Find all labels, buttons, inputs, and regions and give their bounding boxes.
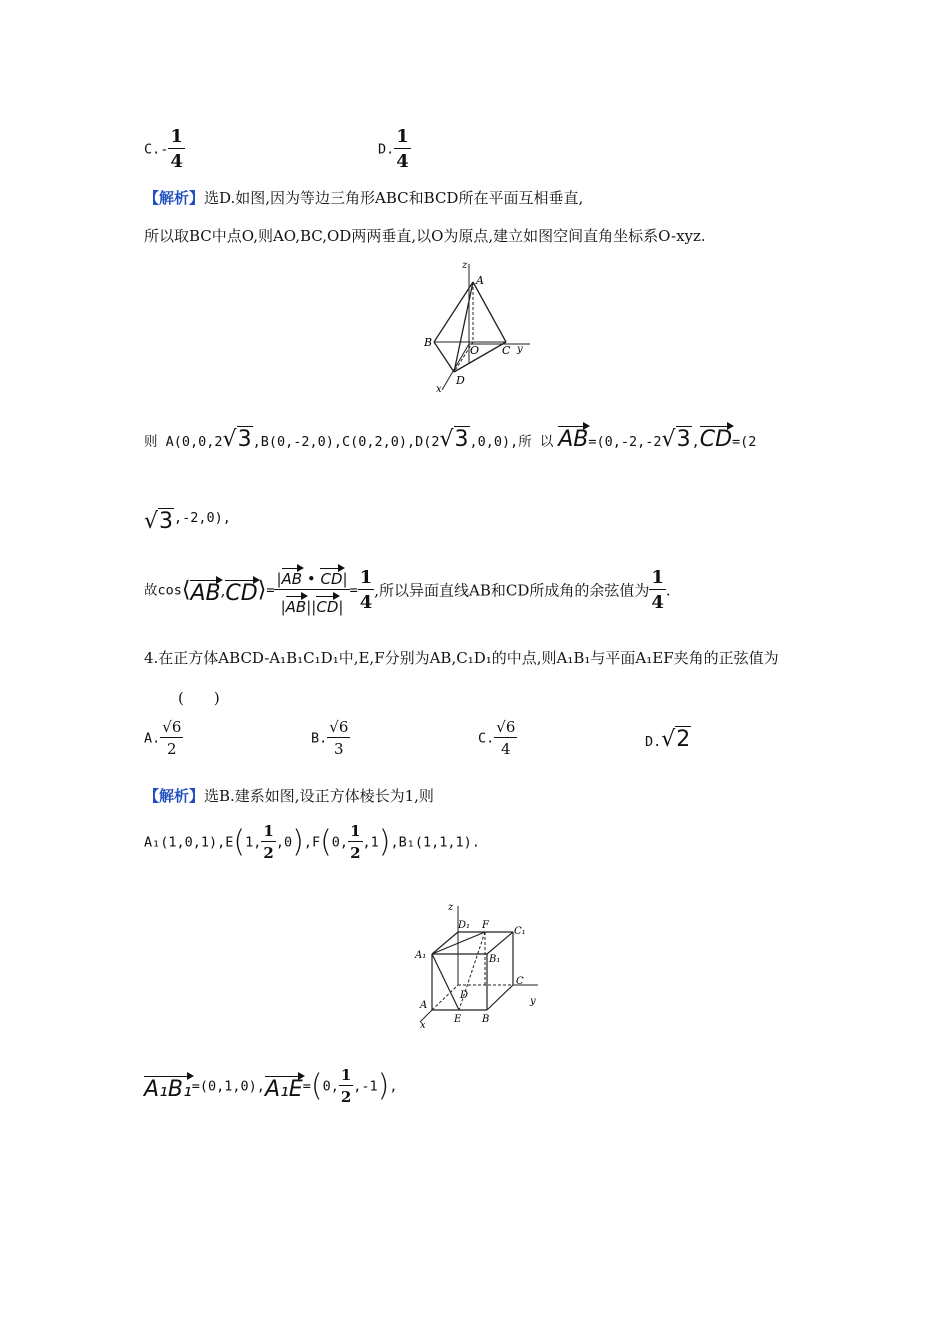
option-a: A. $\frac{√6}{2}$ (144, 718, 182, 758)
edge-a1d1 (432, 932, 458, 954)
fraction: $\frac{√6}{2}$ (162, 718, 182, 758)
question-4-stem: 4.在正方体ABCD-A₁B₁C₁D₁中,E,F分别为AB,C₁D₁的中点,则A₁B₁与平面A₁EF夹角的正弦值为 (144, 649, 779, 667)
label-x: x (436, 384, 442, 395)
label-y: y (517, 344, 523, 355)
vectors-line: A₁B₁=(0,1,0),A₁E=(0, $\frac{1}{2}$ ,-1), (144, 1066, 398, 1106)
cosine-line: 故cos⟨AB,CD⟩= $\frac{|AB • CD|}{|AB||CD|}$ = $\frac{1}{4}$ ,所以异面直线AB和CD所成角的余弦值为 $\frac{1}{4}$ . (144, 567, 671, 616)
label-o: O (470, 344, 480, 357)
solution-line: 【解析】选B.建系如图,设正方体棱长为1,则 (144, 787, 434, 805)
fraction: $\frac{1}{2}$ (340, 1066, 352, 1106)
coordinates-line-continued: √3,-2,0), (144, 509, 231, 534)
label-y: y (530, 996, 536, 1007)
fraction: $\frac{1}{4}$ (651, 567, 664, 613)
edge-bd (434, 342, 454, 372)
option-b: B. $\frac{√6}{3}$ (311, 718, 349, 758)
sqrt3: √3 (661, 427, 691, 452)
option-label: D. (378, 141, 395, 158)
label-a: A (420, 1000, 428, 1011)
label-f: F (482, 920, 489, 931)
solution-line: 【解析】选D.如图,因为等边三角形ABC和BCD所在平面互相垂直, (144, 189, 584, 207)
sqrt3: √3 (222, 427, 252, 452)
vector-a1b1: A₁B₁ (144, 1074, 192, 1100)
edge-bc (487, 985, 513, 1010)
cube-figure (410, 900, 550, 1030)
label-x: x (420, 1020, 426, 1030)
fraction: $\frac{1}{2}$ (350, 822, 361, 862)
label-d1: D₁ (458, 920, 471, 931)
label-b1: B₁ (489, 954, 501, 965)
sqrt2: √2 (661, 727, 691, 752)
option-d: D.√2 (645, 727, 691, 752)
points-line: A₁(1,0,1),E(1, $\frac{1}{2}$ ,0),F(0, $\frac{1}{2}$ ,1),B₁(1,1,1). (144, 822, 480, 862)
edge-ad (432, 985, 458, 1010)
line-a1e (432, 954, 459, 1010)
solution-line: 所以取BC中点O,则AO,BC,OD两两垂直,以O为原点,建立如图空间直角坐标系O-xyz. (144, 227, 706, 245)
tetrahedron-figure (420, 256, 540, 396)
label-b: B (482, 1014, 490, 1025)
option-c-top: C.- $\frac{1}{4}$ (144, 126, 183, 172)
fraction: $\frac{√6}{4}$ (496, 718, 516, 758)
cosine-fraction: $\frac{|AB • CD|}{|AB||CD|}$ (274, 566, 349, 615)
sqrt3: √3 (144, 509, 174, 534)
label-a: A (476, 274, 484, 287)
label-c: C (516, 976, 524, 987)
fraction: $\frac{√6}{3}$ (329, 718, 349, 758)
question-4-blank: ( ) (178, 689, 220, 707)
option-label: C. (144, 141, 161, 158)
label-d: D (456, 374, 465, 387)
label-c1: C₁ (514, 926, 526, 937)
fraction: $\frac{1}{4}$ (170, 126, 183, 172)
fraction: $\frac{1}{2}$ (263, 822, 274, 862)
edge-ac (473, 282, 506, 342)
label-z: z (448, 902, 454, 913)
label-c: C (502, 344, 511, 357)
vector-cd: CD (700, 424, 732, 450)
vector-a1e: A₁E (265, 1074, 303, 1100)
label-b: B (424, 336, 433, 349)
vector-ab: AB (558, 424, 588, 450)
fraction: $\frac{1}{4}$ (396, 126, 409, 172)
coordinates-line: 则 A(0,0,2√3,B(0,-2,0),C(0,2,0),D(2√3,0,0),所 以 AB=(0,-2,-2√3,CD=(2 (144, 424, 756, 452)
fraction: $\frac{1}{4}$ (359, 567, 373, 613)
option-c: C. $\frac{√6}{4}$ (478, 718, 516, 758)
analysis-tag: 【解析】 (144, 787, 205, 805)
label-e: E (454, 1014, 462, 1025)
option-d-top (378, 128, 411, 171)
label-z: z (462, 260, 468, 271)
label-d: D (460, 990, 469, 1001)
sqrt3: √3 (439, 427, 469, 452)
analysis-tag: 【解析】 (144, 189, 205, 207)
edge-b1c1 (487, 932, 513, 954)
label-a1: A₁ (415, 950, 427, 961)
